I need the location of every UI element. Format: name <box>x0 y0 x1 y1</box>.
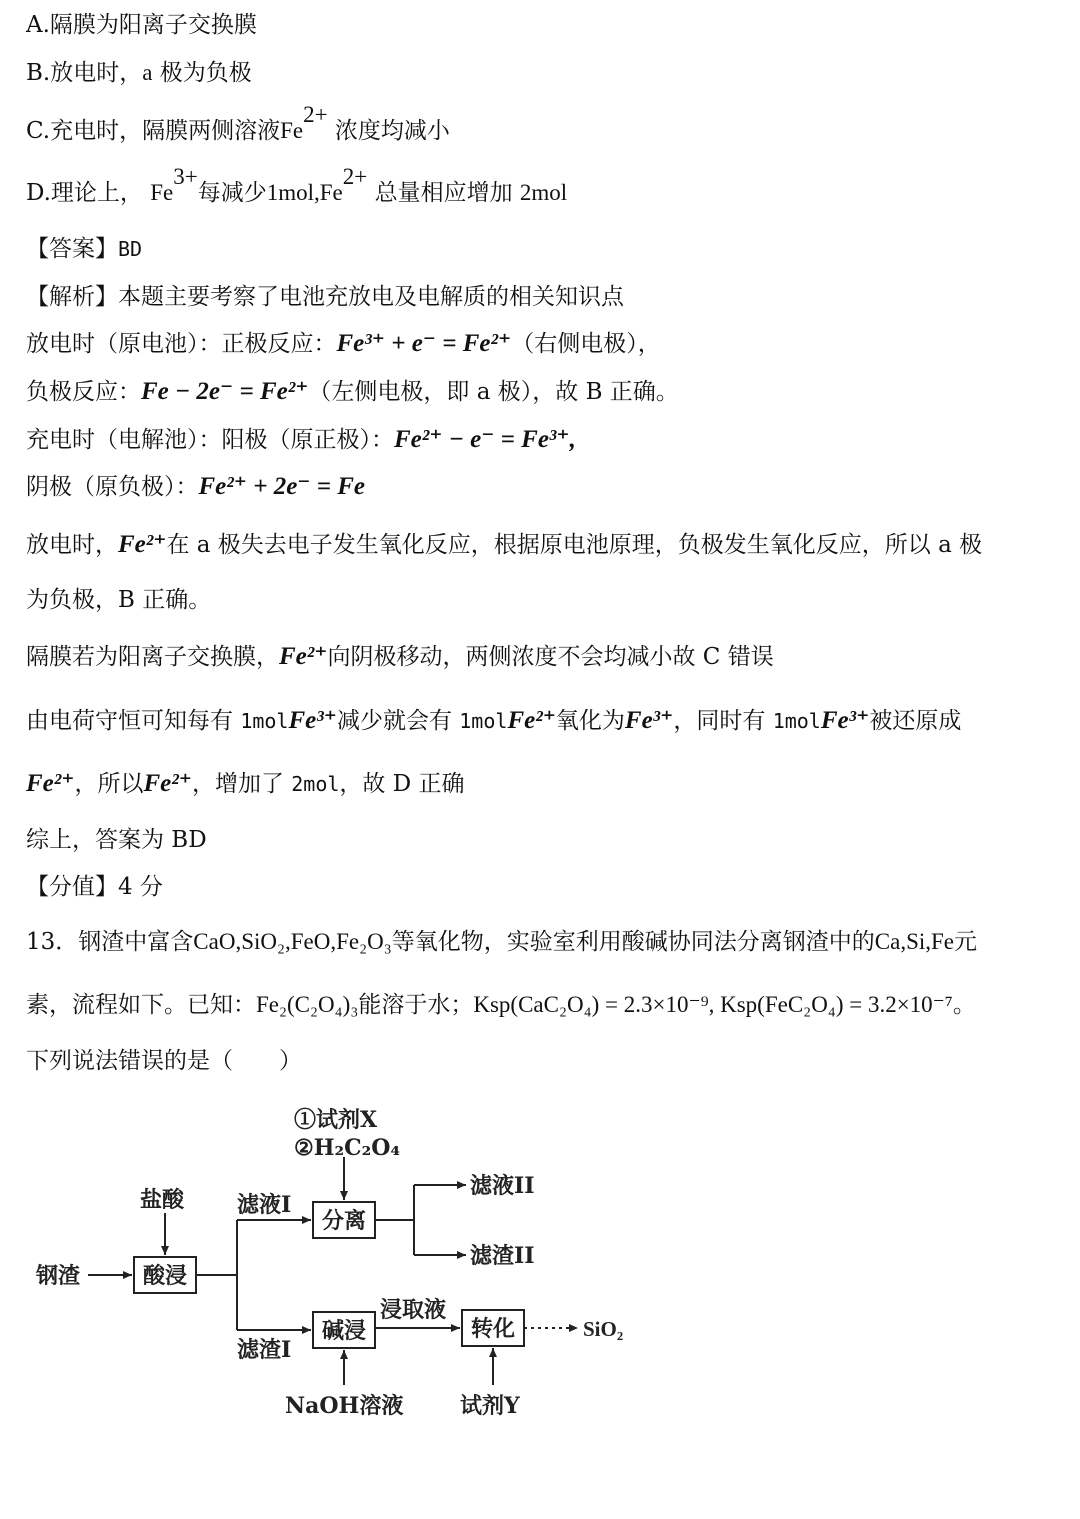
q13-l1-b: 等氧化物，实验室利用酸碱协同法分离钢渣中的 <box>391 929 875 955</box>
q13-line-3 <box>26 1046 302 1076</box>
ion-fe2: Fe²⁺ <box>26 770 75 797</box>
option-c-prefix: C.充电时，隔膜两侧溶液 <box>26 118 281 145</box>
label-oxalic-acid: ②H₂C₂O₄ <box>294 1135 401 1161</box>
analysis-l8-f: ，同时有 <box>673 708 773 734</box>
flow-diagram <box>0 1095 1080 1435</box>
analysis-line-8 <box>26 706 961 736</box>
equation-cathode-charge: Fe²⁺ + 2e⁻ = Fe <box>198 473 366 500</box>
option-d-charge-2: 2+ <box>342 164 368 189</box>
analysis-heading <box>26 282 624 312</box>
analysis-summary-text: 综上，答案为 BD <box>26 827 207 853</box>
option-d-amount-2: 2mol <box>519 180 568 206</box>
q13-line-2 <box>26 990 976 1020</box>
score-line <box>26 872 163 902</box>
analysis-l8-h: 被还原成 <box>869 708 962 734</box>
option-b-suffix: 极为负极 <box>159 60 252 86</box>
label-filtrate-1: 滤液I <box>237 1192 292 1218</box>
q13-line-1 <box>26 927 977 957</box>
label-sio2: SiO₂ <box>583 1317 624 1341</box>
analysis-l9-a: ，所以 <box>74 771 144 797</box>
q13-l1-a: 钢渣中富含 <box>78 929 194 955</box>
analysis-l4-prefix: 阴极（原负极）： <box>26 474 199 500</box>
answer-label: 【答案】 <box>26 236 118 262</box>
label-hcl: 盐酸 <box>140 1187 185 1213</box>
label-reagent-y: 试剂Y <box>460 1393 520 1419</box>
analysis-l8-e: 氧化为 <box>555 708 625 734</box>
analysis-line-6 <box>26 585 211 615</box>
analysis-intro: 本题主要考察了电池充放电及电解质的相关知识点 <box>118 284 624 310</box>
analysis-line-4 <box>26 472 365 502</box>
q13-elements: Ca,Si,Fe <box>874 929 954 954</box>
label-reagent-x: ①试剂X <box>294 1107 378 1133</box>
label-filtrate-2: 滤液II <box>470 1173 535 1199</box>
option-d-mid-2: 总量相应增加 <box>374 180 513 207</box>
analysis-line-9 <box>26 769 464 799</box>
analysis-l2-prefix: 负极反应： <box>26 379 141 405</box>
label-leachate: 浸取液 <box>380 1297 447 1323</box>
analysis-l8-c: 减少就会有 <box>336 708 460 734</box>
option-b-prefix: B.放电时， <box>26 60 143 86</box>
option-c-ion: Fe <box>280 118 304 144</box>
ion-fe2: Fe²⁺ <box>507 707 556 734</box>
ion-fe3: Fe³⁺ <box>288 707 337 734</box>
analysis-l7-suffix: 向阴极移动，两侧浓度不会均减小故 C 错误 <box>327 644 774 670</box>
analysis-line-5 <box>26 530 982 560</box>
option-d-prefix: D.理论上， <box>26 180 143 207</box>
analysis-l8-d: 1mol <box>459 709 508 733</box>
q13-l2-c: 。 <box>952 992 976 1018</box>
ion-fe3: Fe³⁺ <box>820 707 870 734</box>
ion-fe2: Fe²⁺ <box>143 770 192 797</box>
option-d-amount: 1mol,Fe <box>266 180 343 206</box>
equation-positive-discharge: Fe³⁺ + e⁻ = Fe²⁺ <box>336 330 512 357</box>
option-d <box>26 164 568 208</box>
q13-l2-a: 素，流程如下。已知： <box>26 992 256 1018</box>
q13-oxides-formula: CaO,SiO₂,FeO,Fe₂O₃ <box>193 929 392 954</box>
analysis-l9-d: ，故 D 正确 <box>339 771 465 797</box>
analysis-l7-prefix: 隔膜若为阳离子交换膜， <box>26 644 279 670</box>
analysis-l5-suffix: 在 a 极失去电子发生氧化反应，根据原电池原理，负极发生氧化反应，所以 a 极 <box>166 532 983 558</box>
analysis-l3-prefix: 充电时（电解池）：阳极（原正极）： <box>26 427 394 453</box>
analysis-l6-text: 为负极，B 正确。 <box>26 587 212 613</box>
label-naoh: NaOH溶液 <box>285 1393 404 1419</box>
option-b <box>26 58 252 88</box>
question-number: 13． <box>26 929 79 955</box>
option-b-var: a <box>142 60 153 85</box>
analysis-summary <box>26 825 207 855</box>
q13-ksp-formula: Ksp(CaC₂O₄) = 2.3×10⁻⁹, Ksp(FeC₂O₄) = 3.2×10⁻⁷ <box>473 992 953 1017</box>
analysis-l8-a: 由电荷守恒可知每有 <box>26 708 241 734</box>
q13-iron-oxalate-formula: Fe₂(C₂O₄)₃ <box>256 992 359 1017</box>
label-acid-leach: 酸浸 <box>142 1263 188 1289</box>
label-base-leach: 碱浸 <box>321 1318 367 1344</box>
option-c <box>26 102 450 146</box>
label-steel-slag: 钢渣 <box>36 1263 81 1289</box>
option-c-suffix: 浓度均减小 <box>334 118 450 145</box>
option-d-mid: 每减少 <box>197 180 267 207</box>
answer-value: BD <box>118 237 143 261</box>
q13-l1-c: 元 <box>954 929 977 955</box>
label-residue-1: 滤渣I <box>237 1337 292 1363</box>
analysis-l1-prefix: 放电时（原电池）：正极反应： <box>26 331 337 357</box>
option-d-charge: 3+ <box>173 164 198 189</box>
ion-fe2: Fe²⁺ <box>279 643 328 670</box>
analysis-l8-b: 1mol <box>240 709 289 733</box>
label-residue-2: 滤渣II <box>470 1243 535 1269</box>
analysis-line-7 <box>26 642 774 672</box>
analysis-l2-suffix: （左侧电极，即 a 极），故 B 正确。 <box>308 379 679 405</box>
analysis-line-2 <box>26 377 679 407</box>
q13-l2-b: 能溶于水； <box>358 992 474 1018</box>
analysis-l9-b: ，增加了 <box>191 771 292 797</box>
score-value: 4 分 <box>118 874 163 900</box>
analysis-l1-suffix: （右侧电极）， <box>511 331 661 357</box>
analysis-l5-prefix: 放电时， <box>26 532 118 558</box>
option-c-charge: 2+ <box>303 102 328 127</box>
analysis-l9-c: 2mol <box>291 772 340 796</box>
equation-negative-discharge: Fe − 2e⁻ = Fe²⁺ <box>141 378 309 405</box>
analysis-l8-g: 1mol <box>772 709 821 733</box>
analysis-line-1 <box>26 329 661 359</box>
ion-fe3: Fe³⁺ <box>624 707 674 734</box>
score-label: 【分值】 <box>26 874 118 900</box>
answer-line <box>26 234 142 264</box>
label-convert: 转化 <box>470 1316 516 1342</box>
option-a <box>26 10 257 40</box>
analysis-label: 【解析】 <box>26 284 118 310</box>
option-d-ion: Fe <box>150 180 174 206</box>
equation-anode-charge: Fe²⁺ − e⁻ = Fe³⁺, <box>394 426 576 453</box>
q13-prompt: 下列说法错误的是（ ） <box>26 1048 302 1074</box>
analysis-line-3 <box>26 425 576 455</box>
label-separate: 分离 <box>321 1208 367 1234</box>
option-a-text: A.隔膜为阳离子交换膜 <box>26 12 257 38</box>
ion-fe2: Fe²⁺ <box>118 531 167 558</box>
